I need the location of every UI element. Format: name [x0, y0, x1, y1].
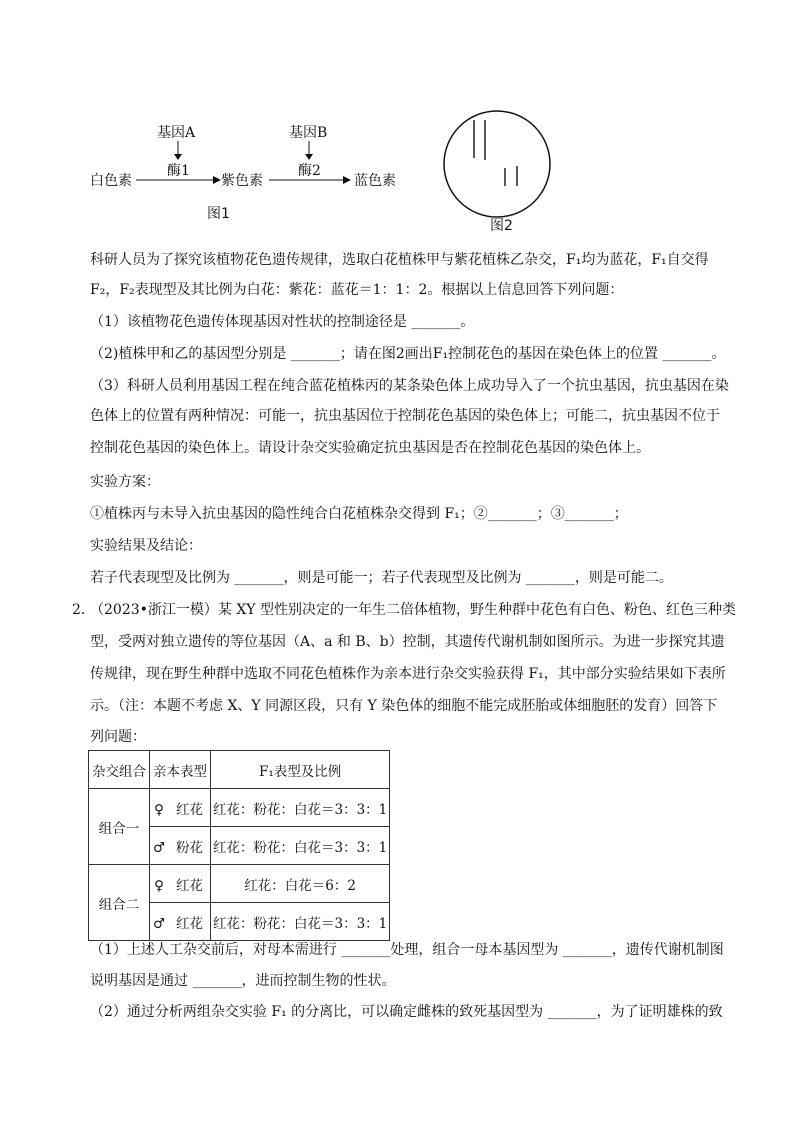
table-row	[89, 865, 390, 903]
parent-cell	[150, 827, 211, 865]
f1-result-cell: 红花：白花＝6：2	[211, 865, 390, 903]
q1-sub-3-line-1: （3）科研人员利用基因工程在纯合蓝花植株丙的某条染色体上成功导入了一个抗虫基因，抗虫基因在染	[90, 378, 729, 394]
table-header: 杂交组合	[89, 751, 150, 789]
q2-line-1: （2023•浙江一模）某 XY 型性别决定的一年生二倍体植物，野生种群中花色有白色、粉色、红色三种类	[90, 602, 736, 618]
result-title: 实验结果及结论：	[90, 538, 202, 554]
parent-cell	[150, 903, 211, 941]
gene-a-label: 基因A	[157, 125, 196, 141]
cross-results-table	[88, 750, 390, 941]
f1-result-cell: 红花：粉花：白花＝3：3：1	[211, 903, 390, 941]
table-header: F₁表型及比例	[211, 751, 390, 789]
parent-cell	[150, 789, 211, 827]
figure-2-caption: 图2	[490, 218, 513, 234]
f1-result-cell: 红花：粉花：白花＝3：3：1	[211, 827, 390, 865]
table-header: 亲本表型	[150, 751, 211, 789]
parent-phenotype: 红花	[176, 915, 203, 932]
table-header-row	[89, 751, 390, 789]
table-row	[89, 789, 390, 827]
enzyme-1-label: 酶1	[167, 163, 190, 179]
figure-1-caption: 图1	[207, 206, 230, 222]
f1-result-cell: 红花：粉花：白花＝3：3：1	[211, 789, 390, 827]
plan-title: 实验方案：	[90, 474, 160, 490]
q2-number: 2．	[72, 602, 95, 618]
purple-pigment-label: 紫色素	[221, 173, 263, 189]
q2-sub-2: （2）通过分析两组杂交实验 F₁ 的分离比，可以确定雌株的致死基因型为 _______，为了证明雄株的致	[90, 1004, 723, 1020]
white-pigment-label: 白色素	[90, 173, 132, 189]
q2-line-5: 列问题：	[90, 729, 146, 745]
sex-symbol: ♂	[152, 839, 166, 856]
sex-symbol: ♀	[154, 877, 164, 894]
q2-line-4: 示。（注：本题不考虑 X、Y 同源区段，只有 Y 染色体的细胞不能完成胚胎或体细胞胚的发育）回答下	[90, 698, 718, 714]
parent-cell	[150, 865, 211, 903]
group-name-cell: 组合一	[89, 789, 150, 865]
group-name-cell: 组合二	[89, 865, 150, 941]
gene-b-label: 基因B	[289, 125, 328, 141]
q2-sub-1-line-1: （1）上述人工杂交前后，对母本需进行 _______处理，组合一母本基因型为 _______，遗传代谢机制图	[90, 942, 724, 958]
plan-text: ①植株丙与未导入抗虫基因的隐性纯合白花植株杂交得到 F₁；②_______；③_______；	[90, 506, 628, 522]
q2-sub-1-line-2: 说明基因是通过 _______，进而控制生物的性状。	[90, 973, 396, 989]
q1-sub-3-line-3: 控制花色基因的染色体上。请设计杂交实验确定抗虫基因是否在控制花色基因的染色体上。	[90, 440, 650, 456]
result-text: 若子代表现型及比例为 _______，则是可能一；若子代表现型及比例为 _______，则是可能二。	[90, 570, 673, 586]
cell-diagram	[440, 106, 560, 226]
parent-phenotype: 红花	[176, 877, 203, 894]
pathway-arrows	[0, 0, 794, 240]
q1-sub-3-line-2: 色体上的位置有两种情况：可能一，抗虫基因位于控制花色基因的染色体上；可能二，抗虫基因不位于	[90, 408, 720, 424]
parent-phenotype: 粉花	[176, 839, 203, 856]
sex-symbol: ♀	[154, 801, 164, 818]
q1-sub-2: （2)植株甲和乙的基因型分别是 _______；请在图2画出F₁控制花色的基因在染色体上的位置 _______。	[90, 346, 726, 362]
q1-intro-line-1: 科研人员为了探究该植物花色遗传规律，选取白花植株甲与紫花植株乙杂交，F₁均为蓝花，F₁自交得	[90, 252, 709, 268]
q2-line-3: 传规律，现在野生种群中选取不同花色植株作为亲本进行杂交实验获得 F₁，其中部分实验结果如下表所	[90, 666, 726, 682]
enzyme-2-label: 酶2	[298, 163, 321, 179]
blue-pigment-label: 蓝色素	[354, 173, 396, 189]
q2-line-2: 型，受两对独立遗传的等位基因（A、a 和 B、b）控制，其遗传代谢机制如图所示。为进一步探究其遗	[90, 634, 725, 650]
q1-intro-line-2: F₂，F₂表现型及其比例为白花：紫花：蓝花＝1：1：2。根据以上信息回答下列问题：	[90, 282, 624, 298]
parent-phenotype: 红花	[176, 801, 203, 818]
q1-sub-1: （1）该植物花色遗传体现基因对性状的控制途径是 _______。	[90, 314, 475, 330]
sex-symbol: ♂	[152, 915, 166, 932]
